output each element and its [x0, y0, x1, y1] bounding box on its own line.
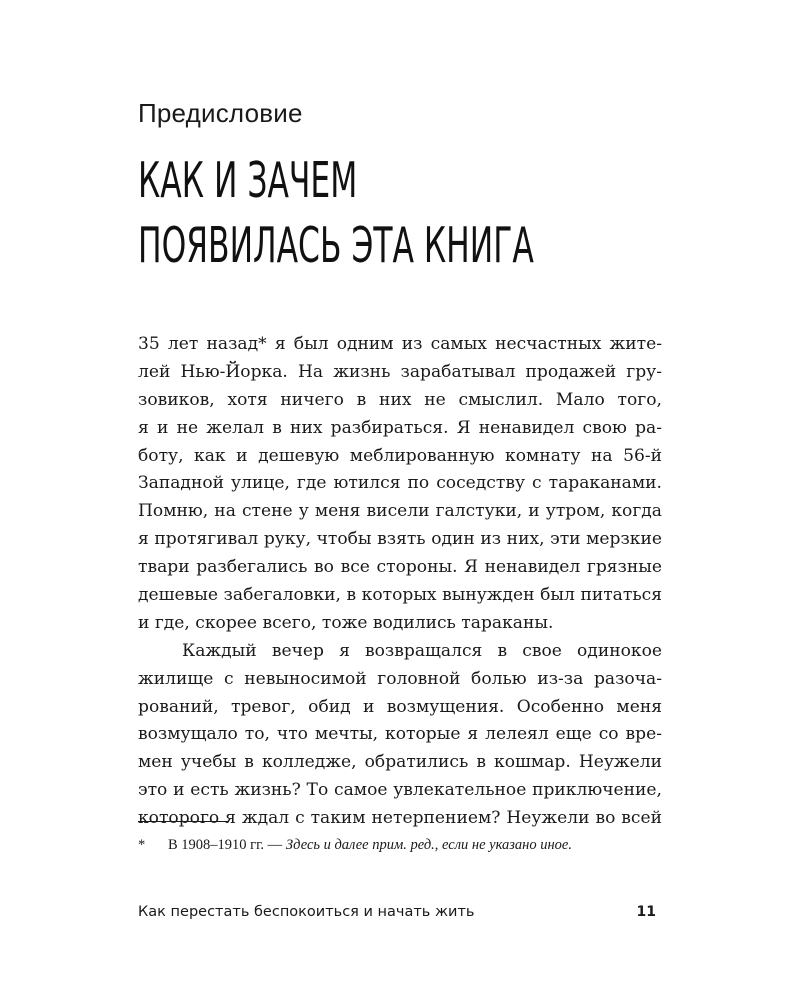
body-line: Каждый вечер я возвращался в свое одинокое: [182, 640, 662, 661]
footnote: [138, 836, 698, 854]
body-line: я и не желал в них разбираться. Я ненавидел свою ра-: [138, 417, 662, 438]
page-number: 11: [636, 904, 656, 920]
body-line: дешевые забегаловки, в которых вынужден был питаться: [138, 585, 662, 606]
body-line: я протягивал руку, чтобы взять один из них, эти мерзкие: [138, 529, 662, 550]
body-line: которого я ждал с таким нетерпением? Неужели во всей: [138, 808, 662, 829]
body-line: мен учебы в колледже, обратились в кошмар. Неужели: [138, 752, 662, 773]
body-text: [138, 331, 662, 833]
body-line: это и есть жизнь? То самое увлекательное приключение,: [138, 780, 662, 801]
body-line: твари разбегались во все стороны. Я ненавидел грязные: [138, 557, 662, 578]
body-line: жилище с невыносимой головной болью из-за разоча-: [138, 668, 662, 689]
body-line: лей Нью-Йорка. На жизнь зарабатывал продажей гру-: [138, 361, 662, 382]
body-line: и где, скорее всего, тоже водились тараканы.: [138, 612, 554, 633]
chapter-kicker: Предисловие: [138, 98, 303, 128]
running-footer-title: Как перестать беспокоиться и начать жить: [138, 904, 475, 920]
body-line: Помню, на стене у меня висели галстуки, и утром, когда: [138, 501, 662, 522]
body-line: рований, тревог, обид и возмущения. Особенно меня: [138, 696, 662, 717]
footnote-note: Здесь и далее прим. ред., если не указано иное.: [285, 837, 572, 853]
body-line: Западной улице, где ютился по соседству с тараканами.: [138, 473, 662, 494]
chapter-title: [138, 148, 534, 278]
chapter-title-line: КАК И ЗАЧЕМ: [138, 152, 358, 209]
body-line: зовиков, хотя ничего в них не смыслил. Мало того,: [138, 389, 662, 410]
footnote-mark: *: [138, 837, 146, 853]
body-line: 35 лет назад* я был одним из самых несчастных жите-: [138, 334, 662, 354]
chapter-title-line: ПОЯВИЛАСЬ ЭТА КНИГА: [138, 217, 534, 274]
body-line: боту, как и дешевую меблированную комнату на 56-й: [138, 445, 662, 466]
body-line: возмущало то, что мечты, которые я лелеял еще со вре-: [138, 724, 662, 745]
footnote-divider: [138, 821, 228, 822]
footnote-years: В 1908–1910 гг. —: [168, 837, 283, 853]
